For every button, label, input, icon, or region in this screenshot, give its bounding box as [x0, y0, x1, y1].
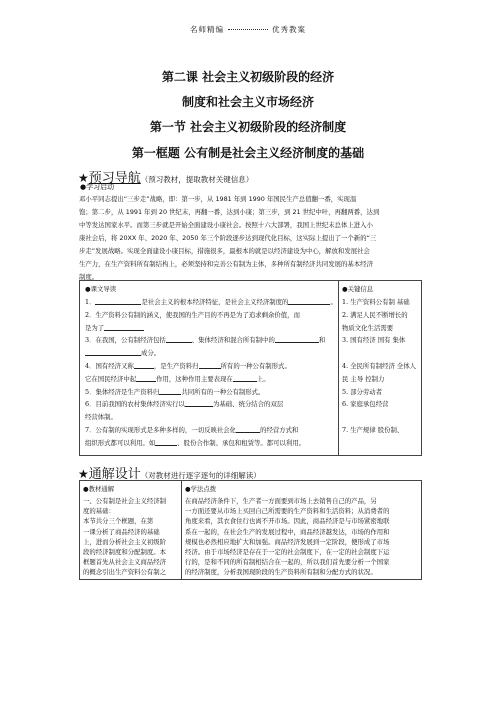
paragraph-line: 步走”发展战略。实现全面建设小康目标，措施很多，最根本的就是以经济建设为中心，解放和发展社会 [79, 247, 370, 255]
fill-blank [134, 362, 154, 369]
preview-paragraph [79, 193, 419, 284]
guide-text: 上。 [256, 374, 270, 383]
fill-blank [104, 324, 144, 331]
key-info-line: 5. 部分劳动者 [342, 387, 383, 396]
fill-blank [136, 375, 156, 382]
frame-title: 第一框题 公有制是社会主义经济制度的基础 [131, 146, 365, 160]
paragraph-line: 制度。 [79, 273, 99, 281]
guide-line [85, 335, 325, 345]
preview-note: （预习教材，提取教材关键信息） [140, 175, 254, 184]
lesson-subtitle: 制度和社会主义市场经济 [181, 95, 314, 109]
paragraph-line: 康社会后，将 20XX 年、2020 年、2050 年三个阶段逐步达到现代化目标，这实际上提出了一个新的“三 [79, 234, 377, 242]
lesson-title: 第二课 社会主义初级阶段的经济 [161, 70, 335, 84]
guide-text: 它在国民经济中起 [85, 374, 137, 383]
explain-left-line: 段的经济制度和分配制度。本 [83, 548, 167, 556]
guide-left-head: ●课文导读 [85, 285, 117, 293]
fill-blank [85, 349, 119, 356]
guide-line [85, 297, 337, 307]
guide-text: 、集体经济和混合所有制中的 [191, 336, 275, 345]
key-info-line: 3. 国有经济 国有 集体 [342, 336, 406, 345]
guide-text: 所有的一种公有制形式。 [220, 362, 291, 370]
fill-blank [185, 400, 213, 407]
paragraph-line: 中等发达国家水平。而第三步就是开始全面建设小康社会。按照十六大部署，我国上世纪末总体上进入小 [79, 221, 373, 229]
fill-blank [155, 439, 177, 446]
key-info-line: 4. 全民所有制经济 全体人 [342, 362, 417, 370]
fill-blank [95, 298, 141, 305]
explain-left-line: 度的基础： [83, 507, 115, 516]
guide-text: 、股份合作制、承包和租赁等。都可以利用。 [177, 438, 306, 447]
explain-left-line: 一、公有制是社会主义经济制 [83, 497, 167, 505]
learning-start-label: ●学习启动 [80, 183, 115, 191]
guide-text: 和 [318, 336, 326, 345]
guide-text: 5．集体经济是生产资料归 [85, 387, 160, 396]
explain-left-line: 上，进而分析社会主义初级阶 [83, 537, 167, 546]
key-info-line: 物质文化生活需要 [342, 323, 394, 332]
guide-right-column [339, 281, 421, 455]
explain-right-line: 行的，是和不同的所有制相结合在一起的，所以我们首先要分析一个国家 [185, 558, 390, 567]
star-icon: ★ [78, 171, 89, 185]
guide-right-head: ●关键信息 [342, 285, 374, 293]
guide-line [85, 323, 144, 333]
key-info-line: 民 主导 控制力 [342, 374, 385, 383]
guide-text: 组织形式都可以利用。如 [85, 438, 156, 447]
explain-left-line: 的概念引出生产资料公有制之 [83, 568, 167, 577]
guide-line [85, 387, 264, 397]
paragraph-line: 饱；第二步，从 1991 年到 20 世纪末，再翻一番，达到小康；第三步，到 21 世纪中叶，再翻两番，达到 [79, 208, 380, 216]
guide-text: 是社会主义的根本经济特征，是社会主义经济制度的 [141, 298, 289, 306]
fill-blank [233, 375, 257, 382]
paragraph-line: 生产力，在生产资料所有制结构上，必须坚持和完善公有制为主体，多种所有制经济共同发展的基本经济 [79, 260, 373, 268]
section-title: 第一节 社会主义初级阶段的经济制度 [149, 120, 347, 134]
explain-right-line: 系在一起的，在社会生产的发展过程中，商品经济越发达，市场的作用和 [185, 527, 390, 536]
guide-text: 是为了 [85, 323, 105, 332]
fill-blank [288, 298, 330, 305]
explain-right-line: 规模也必然相应地扩大和加强。商品经济发展到一定阶段，便形成了市场 [185, 537, 390, 546]
explain-left-line: 本节共分三个框题，在第 [83, 517, 154, 526]
explain-left-line: 框题首先从社会主义商品经济 [83, 558, 167, 567]
header-dots [228, 29, 268, 30]
guide-text: 作用，这种作用主要表现在 [156, 374, 233, 383]
guide-text: 成分。 [141, 349, 161, 358]
preview-title: 预习导航 [88, 171, 141, 186]
explain-left-column [80, 481, 181, 579]
guide-text: 的经营方式和 [260, 426, 299, 434]
explain-note: （对教材进行逐字逐句的详细解读） [140, 471, 261, 480]
fill-blank [119, 349, 141, 356]
explain-title: 通解设计 [88, 467, 141, 482]
key-info-line: 2. 满足人民不断增长的 [342, 310, 408, 319]
fill-blank [199, 362, 221, 369]
guide-line [85, 438, 305, 448]
guide-text: 共同所有的一种公有制形式。 [181, 387, 265, 396]
key-info-line: 6. 家庭承包经营 [342, 400, 389, 409]
guide-text: 经营体制。 [85, 413, 117, 422]
guide-line [85, 425, 298, 435]
explain-right-line: 在商品经济条件下，生产者一方面要到市场上去销售自己的产品，另 [185, 497, 377, 505]
guide-line [85, 310, 300, 320]
guide-text: 2．生产资料公有制的涵义，使我国的生产目的不再是为了追求剩余价值，而 [85, 310, 300, 319]
explain-right-head: ●学法点拨 [185, 485, 217, 493]
guide-line [85, 361, 291, 371]
guide-left-column [80, 281, 338, 455]
guide-text: 为基础、统分结合的双层 [212, 400, 284, 409]
page-header [0, 24, 496, 35]
header-right: 优秀教案 [272, 25, 306, 34]
header-left: 名师精编 [190, 25, 224, 34]
fill-blank [275, 336, 319, 343]
explain-right-line: 的经济制度，分析我国现阶段的生产资料所有制和分配方式的状况。 [185, 568, 377, 577]
guide-line [85, 399, 283, 409]
star-icon: ★ [78, 467, 89, 481]
guide-text: 6．目前我国的农村集体经济实行以 [85, 400, 185, 409]
fill-blank [236, 426, 260, 433]
guide-text: 7．公有制的实现形式是多种多样的，一切反映社会化 [85, 426, 237, 434]
explain-right-line: 角度来看，其衣食住行也离不开市场。因此，商品经济是与市场紧密地联 [185, 517, 390, 526]
guide-line [85, 348, 160, 358]
key-info-line: 1. 生产资料公有制 基础 [342, 298, 410, 306]
guide-line [85, 412, 117, 422]
fill-blank [159, 388, 181, 395]
explain-left-line: 一课分析了商品经济的基础 [83, 527, 160, 536]
explain-right-line: 经济。由于市场经济是存在于一定的社会制度下，在一定的社会制度下运 [185, 548, 390, 556]
explain-left-head: ●教材通解 [83, 485, 115, 493]
fill-blank [166, 336, 192, 343]
guide-text: 3．在我国，公有制经济包括 [85, 336, 166, 345]
guide-table [79, 280, 422, 456]
paragraph-line: 邓小平同志提出“三步走”战略，即：第一步，从 1981 年到 1990 年国民生产总值翻一番，实现温 [79, 195, 357, 203]
key-info-line: 7. 生产规律 股份制、 [342, 426, 404, 434]
guide-text: 。 [330, 298, 337, 306]
explain-right-line: 一方面还要从市场上买回自己所需要的生产资料和生活资料；从消费者的 [185, 507, 390, 516]
guide-text: 1． [85, 298, 96, 306]
guide-text: ，是生产资料归 [153, 362, 199, 370]
guide-line [85, 374, 270, 384]
explain-table [79, 480, 422, 580]
explain-right-column [182, 481, 421, 579]
guide-text: 4．国有经济又称 [85, 362, 134, 370]
